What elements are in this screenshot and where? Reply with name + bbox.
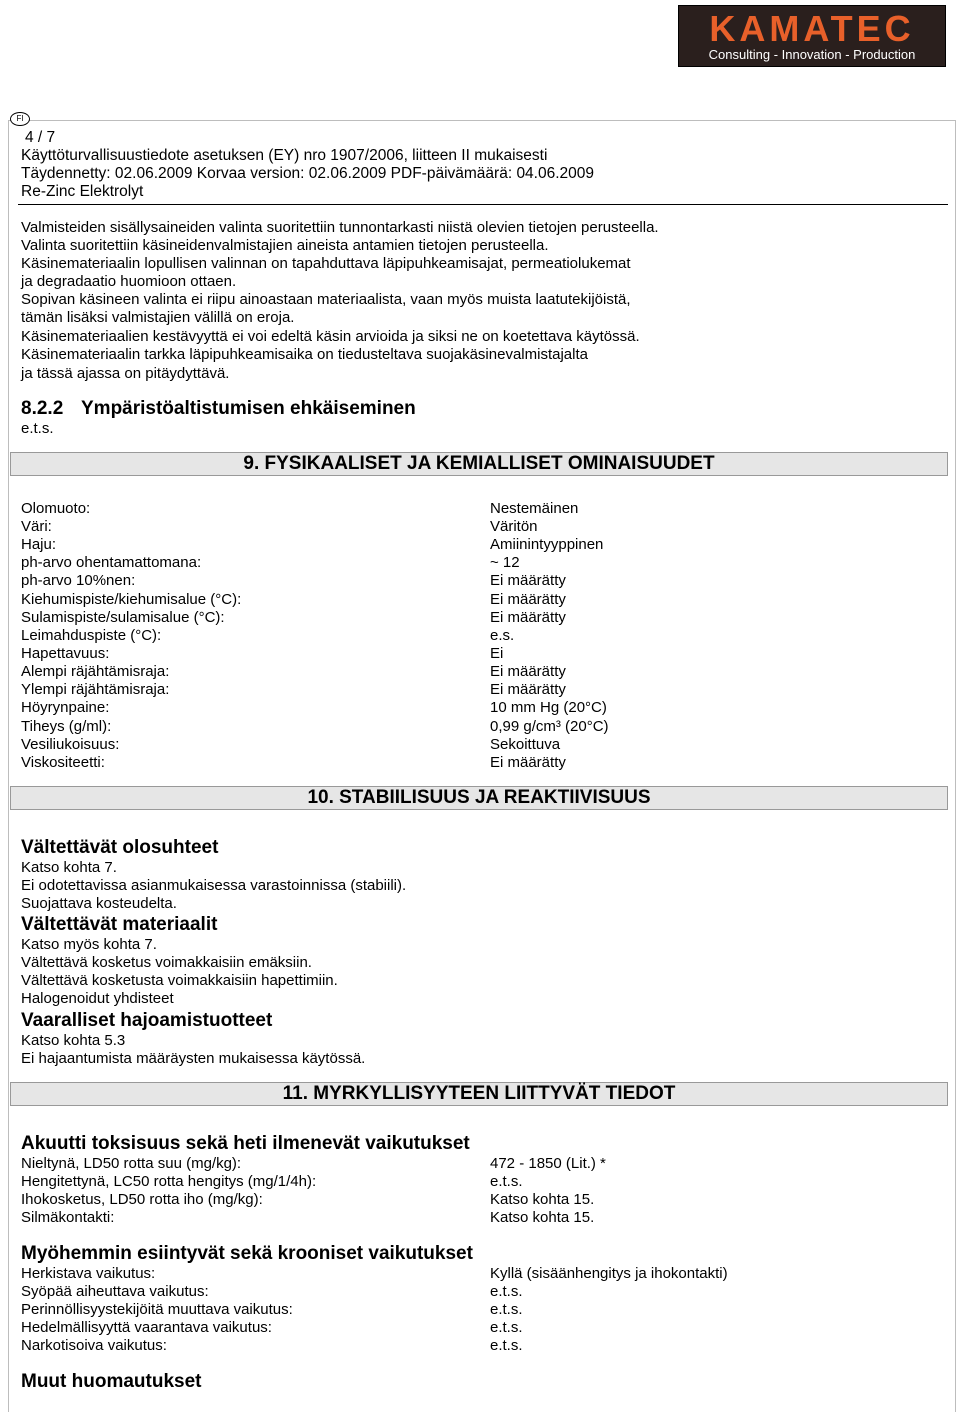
intro-line: ja degradaatio huomioon ottaen. [21,273,237,290]
language-badge: FI [10,112,30,126]
acute-value: e.t.s. [490,1173,523,1190]
document-dates: Täydennetty: 02.06.2009 Korvaa version: 02.06.2009 PDF-päivämäärä: 04.06.2009 [21,165,595,182]
chronic-label: Herkistava vaikutus: [21,1265,156,1282]
header-divider [18,204,948,205]
property-label: Hapettavuus: [21,645,110,662]
intro-line: ja tässä ajassa on pitäydyttävä. [21,365,230,382]
acute-label: Hengitettynä, LC50 rotta hengitys (mg/1/4h): [21,1173,317,1190]
chronic-value: Kyllä (sisäänhengitys ja ihokontakti) [490,1265,728,1282]
chronic-value: e.t.s. [490,1301,523,1318]
logo-tagline: Consulting - Innovation - Production [708,47,916,62]
materials-line: Katso myös kohta 7. [21,936,157,953]
property-value: Ei määrätty [490,681,566,698]
chronic-label: Perinnöllisyystekijöitä muuttava vaikutus: [21,1301,293,1318]
acute-label: Ihokosketus, LD50 rotta iho (mg/kg): [21,1191,263,1208]
intro-line: Sopivan käsineen valinta ei riipu ainoastaan materiaalista, vaan myös muista laatutekijöistä, [21,291,631,308]
other-notes-title: Muut huomautukset [21,1371,202,1392]
property-value: 0,99 g/cm³ (20°C) [490,718,609,735]
property-value: Nestemäinen [490,500,579,517]
intro-line: Valmisteiden sisällysaineiden valinta suoritettiin tunnontarkasti niistä olevien tietojen perusteella. [21,219,659,236]
intro-line: Käsinemateriaalin lopullisen valinnan on tapahduttava läpipuhkeamisajat, permeatiolukemat [21,255,631,272]
property-label: ph-arvo ohentamattomana: [21,554,202,571]
property-value: Ei määrätty [490,754,566,771]
property-label: Sulamispiste/sulamisalue (°C): [21,609,225,626]
property-value: Ei määrätty [490,591,566,608]
property-label: Alempi räjähtämisraja: [21,663,170,680]
chronic-label: Syöpää aiheuttava vaikutus: [21,1283,209,1300]
section-8-2-2-text: e.t.s. [21,420,54,437]
section-11-title: 11. MYRKYLLISYYTEEN LIITTYVÄT TIEDOT [282,1083,676,1104]
acute-label: Silmäkontakti: [21,1209,115,1226]
decomposition-line: Ei hajaantumista määräysten mukaisessa käytössä. [21,1050,366,1067]
chronic-label: Hedelmällisyyttä vaarantava vaikutus: [21,1319,272,1336]
property-value: Ei määrätty [490,663,566,680]
acute-label: Nieltynä, LD50 rotta suu (mg/kg): [21,1155,242,1172]
materials-line: Vältettävä kosketusta voimakkaisiin hapettimiin. [21,972,338,989]
property-value: Amiinintyyppinen [490,536,604,553]
property-label: Vesiliukoisuus: [21,736,120,753]
chronic-label: Narkotisoiva vaikutus: [21,1337,167,1354]
chronic-title: Myöhemmin esiintyvät sekä krooniset vaikutukset [21,1243,473,1264]
section-10-title: 10. STABIILISUUS JA REAKTIIVISUUS [307,787,651,808]
property-value: Ei määrätty [490,609,566,626]
intro-line: Käsinemateriaalin tarkka läpipuhkeamisaika on tiedusteltava suojakäsinevalmistajalta [21,346,588,363]
property-label: Leimahduspiste (°C): [21,627,162,644]
property-label: Väri: [21,518,52,535]
chronic-value: e.t.s. [490,1283,523,1300]
property-label: Haju: [21,536,57,553]
property-label: Olomuoto: [21,500,91,517]
conditions-title: Vältettävät olosuhteet [21,837,219,858]
property-label: Viskositeetti: [21,754,105,771]
property-value: Sekoittuva [490,736,561,753]
chronic-value: e.t.s. [490,1337,523,1354]
materials-title: Vältettävät materiaalit [21,914,218,935]
property-value: Ei [490,645,504,662]
property-value: e.s. [490,627,515,644]
section-8-2-2-number: 8.2.2 [21,398,64,419]
page-number: 4 / 7 [25,129,56,146]
logo-brand: KAMATEC [709,8,915,49]
materials-line: Vältettävä kosketus voimakkaisiin emäksiin. [21,954,312,971]
materials-line: Halogenoidut yhdisteet [21,990,174,1007]
property-label: Höyrynpaine: [21,699,110,716]
property-label: Tiheys (g/ml): [21,718,112,735]
decomposition-line: Katso kohta 5.3 [21,1032,126,1049]
section-9-title: 9. FYSIKAALISET JA KEMIALLISET OMINAISUUDET [243,453,715,474]
acute-value: Katso kohta 15. [490,1191,595,1208]
property-label: ph-arvo 10%nen: [21,572,136,589]
section-10-header [10,786,948,810]
acute-value: 472 - 1850 (Lit.) * [490,1155,606,1172]
property-value: Ei määrätty [490,572,566,589]
conditions-line: Suojattava kosteudelta. [21,895,177,912]
property-value: Väritön [490,518,538,535]
conditions-line: Katso kohta 7. [21,859,117,876]
acute-title: Akuutti toksisuus sekä heti ilmenevät vaikutukset [21,1133,470,1154]
section-8-2-2-title: Ympäristöaltistumisen ehkäiseminen [81,398,416,419]
product-name: Re-Zinc Elektrolyt [21,183,144,200]
section-11-header [10,1082,948,1106]
intro-line: tämän lisäksi valmistajien välillä on eroja. [21,309,295,326]
property-value: ~ 12 [490,554,520,571]
document-title: Käyttöturvallisuustiedote asetuksen (EY) nro 1907/2006, liitteen II mukaisesti [21,147,548,164]
intro-line: Käsinemateriaalien kestävyyttä ei voi edeltä käsin arvioida ja siksi ne on koetettava käytössä. [21,328,640,345]
property-value: 10 mm Hg (20°C) [490,699,607,716]
section-9-header [10,452,948,476]
company-logo [678,5,946,67]
acute-value: Katso kohta 15. [490,1209,595,1226]
property-label: Kiehumispiste/kiehumisalue (°C): [21,591,242,608]
chronic-value: e.t.s. [490,1319,523,1336]
conditions-line: Ei odotettavissa asianmukaisessa varastoinnissa (stabiili). [21,877,407,894]
intro-line: Valinta suoritettiin käsineidenvalmistajien aineista antamien tietojen perusteella. [21,237,549,254]
property-label: Ylempi räjähtämisraja: [21,681,170,698]
decomposition-title: Vaaralliset hajoamistuotteet [21,1010,273,1031]
